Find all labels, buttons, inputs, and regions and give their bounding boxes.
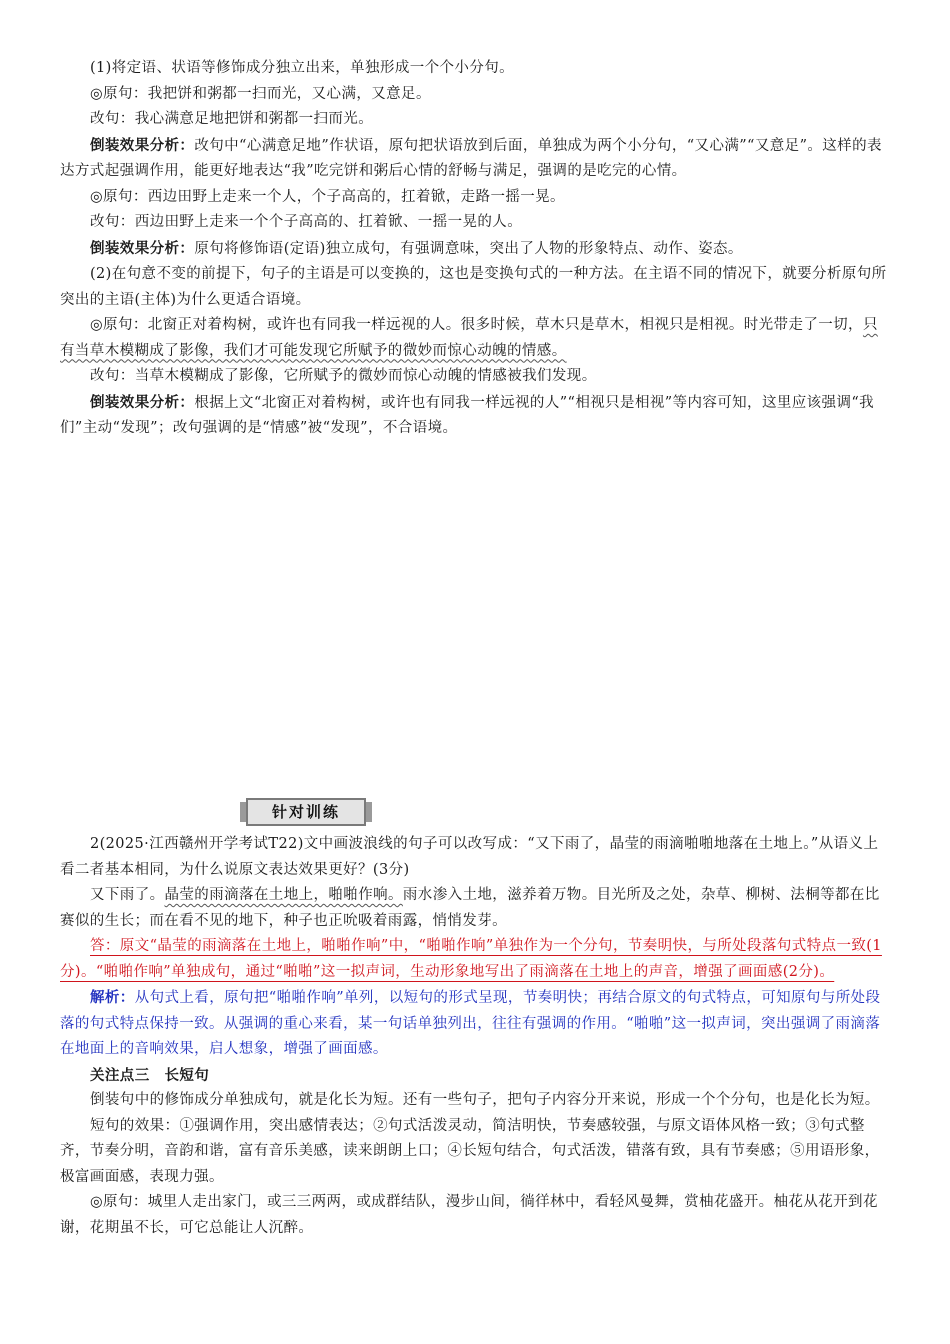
example-3-text: ◎原句：北窗正对着构树，或许也有同我一样远视的人。很多时候，草木只是草木，相视只是相视。时光带走了一切，	[90, 317, 863, 333]
passage	[60, 883, 890, 934]
analysis-label: 倒装效果分析：	[90, 393, 195, 411]
example-1-analysis	[60, 133, 890, 185]
focus-paragraph-2: 短句的效果：①强调作用，突出感情表达；②句式活泼灵动，简洁明快，节奏感较强，与原文语体风格一致；③句式整齐，节奏分明，音韵和谐，富有音乐美感，读来朗朗上口；④长短句结合，句式活泼，错落有致，具有节奏感；⑤用语形象，极富画面感，表现力强。	[60, 1117, 880, 1185]
example-1-original: ◎原句：我把饼和粥都一扫而光，又心满，又意足。	[90, 85, 431, 102]
example-2-analysis	[60, 236, 890, 263]
answer	[60, 934, 890, 985]
section-tag	[240, 798, 376, 828]
wavy-underlined-sentence: 只有当草木模糊成了影像，我们才可能发现它所赋予的微妙而惊心动魄的情感。	[60, 317, 878, 359]
analysis-text: 改句中“心满意足地”作状语，原句把状语放到后面，单独成为两个小分句，“又心满”“又意足”。这样的表达方式起强调作用，能更好地表达“我”吃完饼和粥后心情的舒畅与满足，强调的是吃完的心情。	[60, 137, 882, 179]
answer-text: 答：原文“晶莹的雨滴落在土地上，啪啪作响”中，“啪啪作响”单独作为一个分句，节奏明快，与所处段落句式特点一致(1分)。“啪啪作响”单独成句，通过“啪啪”这一拟声词，生动形象地写出了雨滴落在土地上的声音，增强了画面感(2分)。	[60, 938, 882, 980]
example-3-analysis	[60, 390, 890, 442]
analysis-text: 从句式上看，原句把“啪啪作响”单列，以短句的形式呈现，节奏明快；再结合原文的句式特点，可知原句与所处段落的句式特点保持一致。从强调的重心来看，某一句话单独列出，往往有强调的作用。“啪啪”这一拟声词，突出强调了雨滴落在地面上的音响效果，启人想象，增强了画面感。	[60, 990, 881, 1057]
question-text: 2(2025·江西赣州开学考试T22)文中画波浪线的句子可以改写成：“又下雨了，晶莹的雨滴啪啪地落在土地上。”从语义上看二者基本相同，为什么说原文表达效果更好？(3分)	[60, 836, 879, 878]
analysis-label: 倒装效果分析：	[90, 239, 195, 257]
section-tag-label: 针对训练	[246, 798, 366, 826]
analysis-label: 解析：	[90, 989, 135, 1006]
example-1-revised: 改句：我心满意足地把饼和粥都一扫而光。	[90, 111, 374, 127]
example-3-original	[60, 313, 890, 364]
practice-section	[60, 832, 890, 1241]
focus-title: 关注点三 长短句	[90, 1066, 210, 1084]
tag-right-decoration	[366, 802, 372, 822]
focus-paragraph-1: 倒装句中的修饰成分单独成句，就是化长为短。还有一些句子，把句子内容分开来说，形成一个个分句，也是化长为短。	[90, 1092, 880, 1108]
passage-text: 雨水渗入土地，滋养着万物。目光所及之处，杂草、柳树、法桐等都在比赛似的生长；而在看不见的地下，种子也正吮吸着雨露，悄悄发芽。	[60, 887, 880, 929]
method-1-paragraph: (1)将定语、状语等修饰成分独立出来，单独形成一个个小分句。	[90, 60, 515, 76]
top-section	[60, 56, 890, 442]
analysis-text: 根据上文“北窗正对着构树，或许也有同我一样远视的人”“相视只是相视”等内容可知，这里应该强调“我们”主动“发现”；改句强调的是“情感”被“发现”，不合语境。	[60, 394, 875, 436]
method-2-paragraph: (2)在句意不变的前提下，句子的主语是可以变换的，这也是变换句式的一种方法。在主语不同的情况下，就要分析原句所突出的主语(主体)为什么更适合语境。	[60, 266, 887, 308]
wavy-underlined-sentence: 晶莹的雨滴落在土地上，啪啪作响。	[164, 887, 403, 903]
analysis-text: 原句将修饰语(定语)独立成句，有强调意味，突出了人物的形象特点、动作、姿态。	[194, 240, 743, 257]
analysis	[60, 985, 890, 1063]
example-2-original: ◎原句：西边田野上走来一个人，个子高高的，扛着锨，走路一摇一晃。	[90, 188, 565, 205]
passage-text: 又下雨了。	[90, 887, 165, 903]
example-2-revised: 改句：西边田野上走来一个个子高高的、扛着锨、一摇一晃的人。	[90, 214, 523, 230]
example-3-revised: 改句：当草木模糊成了影像，它所赋予的微妙而惊心动魄的情感被我们发现。	[90, 368, 597, 384]
analysis-label: 倒装效果分析：	[90, 136, 195, 154]
focus-example-original: ◎原句：城里人走出家门，或三三两两，或成群结队，漫步山间，徜徉林中，看轻风曼舞，赏柚花盛开。柚花从花开到花谢，花期虽不长，可它总能让人沉醉。	[60, 1194, 878, 1236]
